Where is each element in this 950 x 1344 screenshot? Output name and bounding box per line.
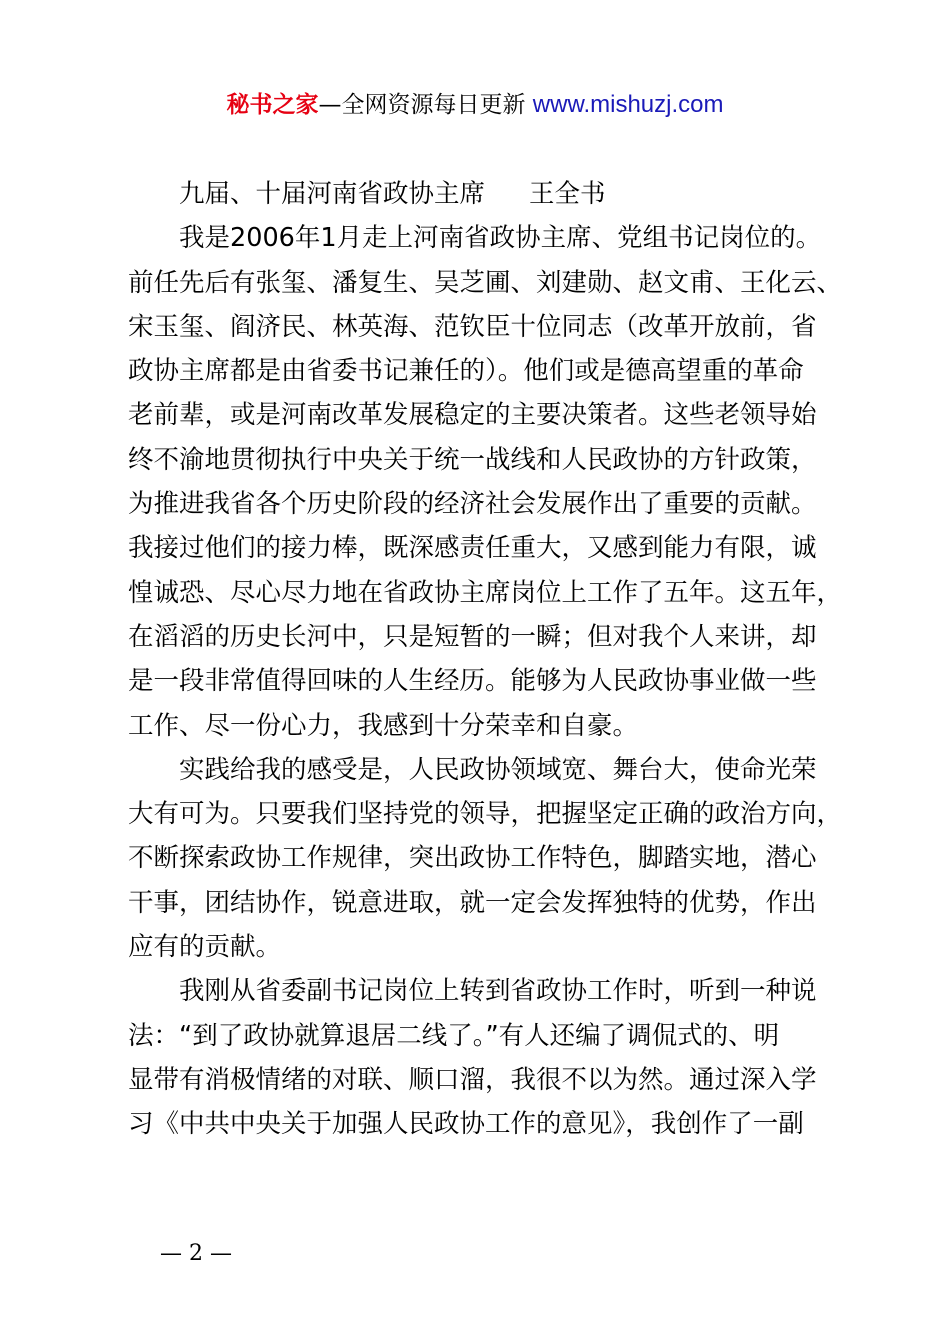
text-line: 在滔滔的历史长河中，只是短暂的一瞬；但对我个人来讲，却: [128, 621, 817, 652]
text-line: 应有的贡献。: [128, 932, 282, 963]
text-line: 终不渝地贯彻执行中央关于统一战线和人民政协的方针政策，: [128, 444, 817, 475]
article-byline: [128, 172, 868, 216]
text-line: 宋玉玺、阎济民、林英海、范钦臣十位同志（改革开放前，省: [128, 311, 817, 342]
byline-title: 九届、十届河南省政协主席: [179, 179, 486, 209]
text-line: 我是2006年1月走上河南省政协主席、党组书记岗位的。: [179, 223, 822, 254]
text-line: 政协主席都是由省委书记兼任的）。他们或是德高望重的革命: [128, 356, 804, 387]
text-line: 前任先后有张玺、潘复生、吴芝圃、刘建勋、赵文甫、王化云、: [128, 267, 843, 298]
text-line: 干事，团结协作，锐意进取，就一定会发挥独特的优势，作出: [128, 887, 817, 918]
text-line: 习《中共中央关于加强人民政协工作的意见》，我创作了一副: [128, 1109, 804, 1140]
text-line: 法：“到了政协就算退居二线了。”有人还编了调侃式的、明: [128, 1020, 780, 1051]
page-number: — 2 —: [160, 1241, 232, 1266]
article-body: [128, 172, 868, 1147]
site-brand: 秘书之家: [226, 92, 319, 118]
text-line: 老前辈，或是河南改革发展稳定的主要决策者。这些老领导始: [128, 400, 817, 431]
text-line: 不断探索政协工作规律，突出政协工作特色，脚踏实地，潜心: [128, 843, 817, 874]
site-url[interactable]: www.mishuzj.com: [532, 91, 724, 118]
text-line: 是一段非常值得回味的人生经历。能够为人民政协事业做一些: [128, 666, 817, 697]
site-header: [0, 88, 950, 122]
site-tagline: —全网资源每日更新: [318, 92, 533, 118]
text-line: 实践给我的感受是，人民政协领域宽、舞台大，使命光荣: [179, 754, 817, 785]
text-line: 大有可为。只要我们坚持党的领导，把握坚定正确的政治方向，: [128, 799, 843, 830]
text-line: 惶诚恐、尽心尽力地在省政协主席岗位上工作了五年。这五年，: [128, 577, 843, 608]
byline-name: 王全书: [529, 179, 606, 209]
text-line: 我接过他们的接力棒，既深感责任重大，又感到能力有限，诚: [128, 533, 817, 564]
text-line: 我刚从省委副书记岗位上转到省政协工作时，听到一种说: [179, 976, 817, 1007]
text-line: 工作、尽一份心力，我感到十分荣幸和自豪。: [128, 710, 639, 741]
text-line: 显带有消极情绪的对联、顺口溜，我很不以为然。通过深入学: [128, 1064, 817, 1095]
text-line: 为推进我省各个历史阶段的经济社会发展作出了重要的贡献。: [128, 489, 817, 520]
